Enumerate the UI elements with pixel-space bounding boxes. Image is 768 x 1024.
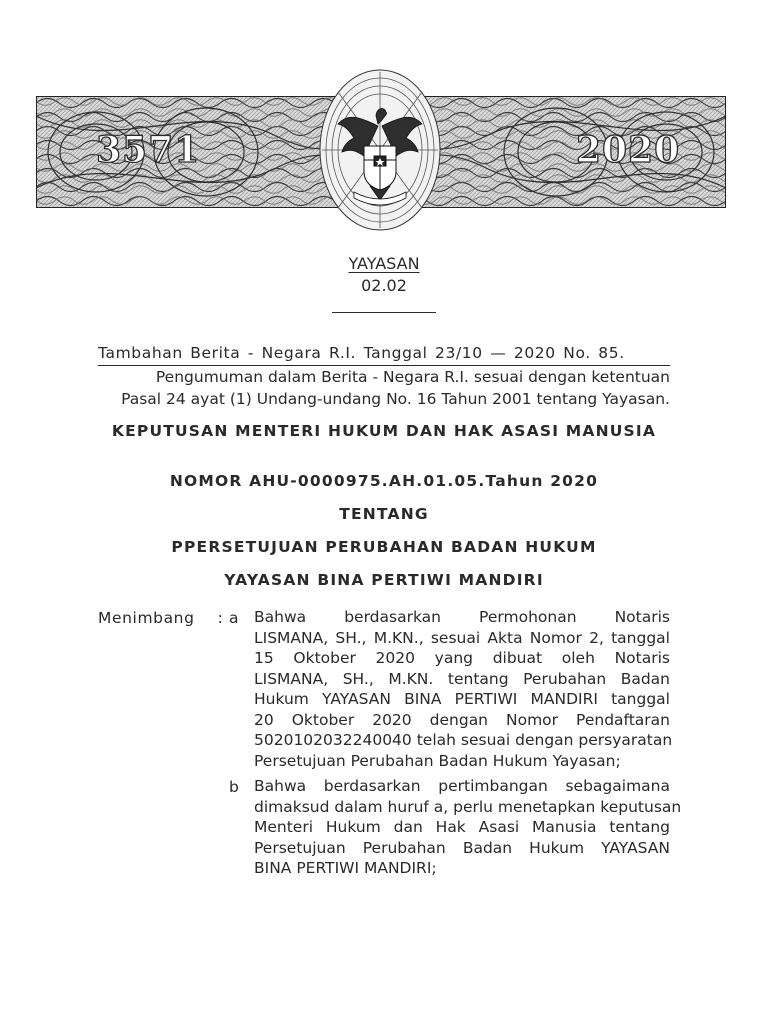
section-title: YAYASAN (348, 254, 420, 273)
decision-title: KEPUTUSAN MENTERI HUKUM DAN HAK ASASI MANUSIA (111, 422, 657, 440)
clause-line: Menteri Hukum dan Hak Asasi Manusia tentang (254, 818, 670, 836)
decision-about: TENTANG (339, 505, 429, 523)
clause-line: Persetujuan Perubahan Badan Hukum Yayasan; (254, 751, 621, 770)
clause-line: 15 Oktober 2020 yang dibuat oleh Notaris (254, 649, 670, 667)
divider (332, 312, 436, 313)
decision-number: NOMOR AHU-0000975.AH.01.05.Tahun 2020 (169, 472, 599, 490)
notice-line: Pasal 24 ayat (1) Undang-undang No. 16 Tahun 2001 tentang Yayasan. (121, 390, 670, 408)
clause-a (254, 607, 673, 771)
garuda-emblem-icon (318, 68, 442, 232)
clause-line: LISMANA, SH., M.KN. tentang Perubahan Badan (254, 669, 670, 688)
clause-line: 20 Oktober 2020 dengan Nomor Pendaftaran (254, 710, 670, 729)
menimbang-label-text: Menimbang (98, 609, 195, 627)
clause-line: Bahwa berdasarkan Permohonan Notaris (254, 608, 670, 626)
clause-letter-b: b (229, 778, 239, 796)
menimbang-separator: : (217, 609, 224, 627)
banner-left-number: 3571 (96, 129, 201, 171)
decision-subject: PPERSETUJUAN PERUBAHAN BADAN HUKUM (171, 538, 597, 556)
clause-line: Persetujuan Perubahan Badan Hukum YAYASAN (254, 838, 670, 857)
decision-foundation: YAYASAN BINA PERTIWI MANDIRI (224, 571, 544, 589)
clause-line: Bahwa berdasarkan pertimbangan sebagaimana (254, 777, 670, 795)
clause-b (254, 776, 682, 879)
clause-line: 5020102032240040 telah sesuai dengan persyaratan (254, 731, 673, 749)
notice-line: Pengumuman dalam Berita - Negara R.I. sesuai dengan ketentuan (155, 368, 670, 386)
clause-letter-a: a (229, 609, 239, 627)
tambahan-line: Tambahan Berita - Negara R.I. Tanggal 23/10 — 2020 No. 85. (98, 344, 625, 362)
clause-line: BINA PERTIWI MANDIRI; (254, 859, 437, 877)
clause-line: dimaksud dalam huruf a, perlu menetapkan keputusan (254, 797, 682, 816)
menimbang-label (98, 607, 223, 629)
announcement-notice (98, 366, 670, 410)
clause-line: LISMANA, SH., M.KN., sesuai Akta Nomor 2, tanggal (254, 628, 670, 647)
clause-line: Hukum YAYASAN BINA PERTIWI MANDIRI tanggal (254, 690, 670, 708)
banner-right-number: 2020 (576, 129, 681, 171)
section-code: 02.02 (361, 276, 407, 295)
